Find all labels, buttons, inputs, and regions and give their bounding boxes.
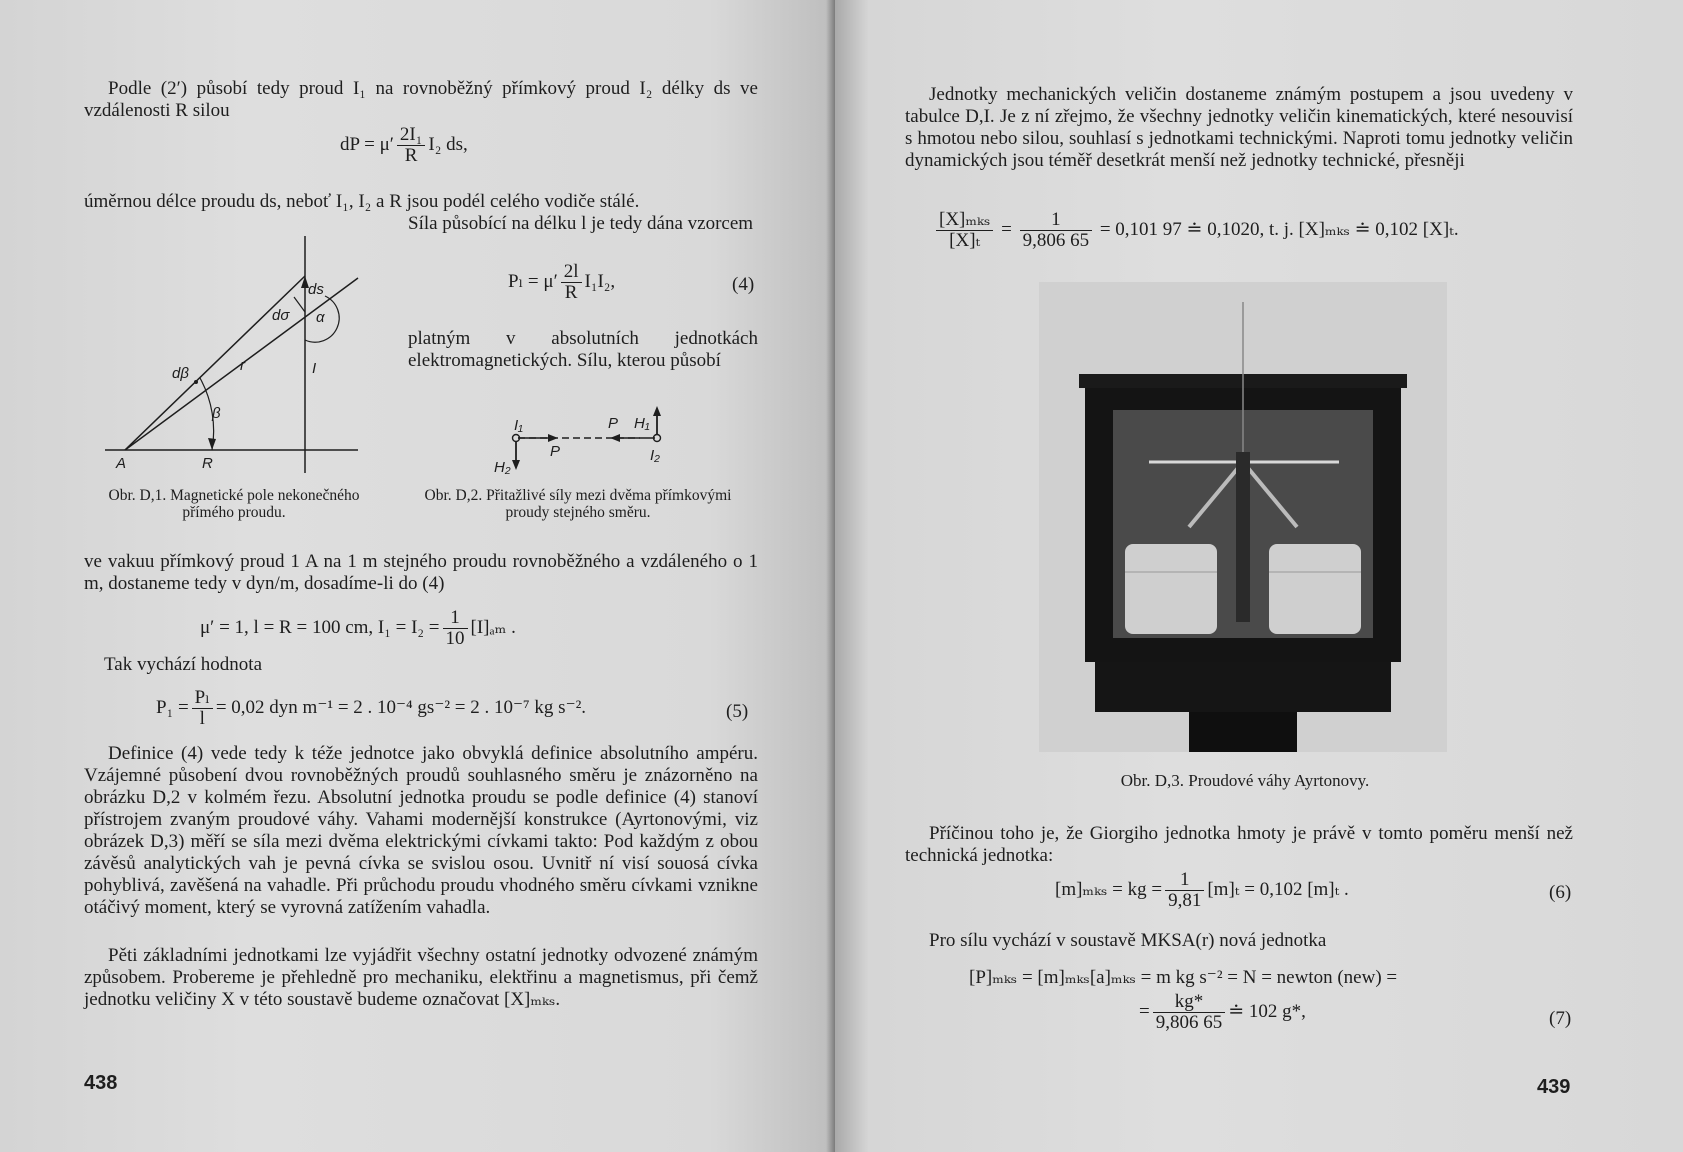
arrow-left-icon — [610, 434, 620, 442]
label-A: A — [116, 455, 127, 472]
arrow-up-icon — [653, 406, 661, 416]
equation-number-7: (7) — [1549, 1008, 1572, 1029]
equation-substitution: μ′ = 1, l = R = 100 cm, I₁ = I₂ = $\frac{1}{10}$ [I]ₐₘ . — [200, 607, 516, 649]
figure-d2-caption: Obr. D,2. Přitažlivé síly mezi dvěma přímkovými proudy stejného směru. — [424, 487, 732, 521]
arrow-down-icon — [208, 438, 216, 450]
arrow-down-icon — [512, 460, 520, 470]
label-P-top: P — [608, 415, 619, 432]
paragraph-force-unit: Pro sílu vychází v soustavě MKSA(r) nová jednotka — [929, 930, 1327, 951]
ray-lower — [125, 276, 305, 450]
label-P-mid: P — [550, 443, 561, 460]
paragraph-mechanical-units: Jednotky mechanických veličin dostaneme známým postupem a jsou uvedeny v tabulce D,I. Je z ní zřejmo, že všechny jednotky veličin kinematických, které nesouvisí s hmotou nebo silou, souhlasí s jednotkami technickými. Naproti tomu jednotky veličin dynamických jsou téměř desetkrát menší než jednotky technické, přesněji — [905, 84, 1573, 171]
figure-d3-photo — [1039, 282, 1447, 752]
paragraph-cause: Příčinou toho je, že Giorgiho jednotka hmoty je právě v tomto poměru menší než technická jednotka: — [905, 823, 1573, 866]
label-r: r — [240, 357, 245, 374]
paragraph-definition: Definice (4) vede tedy k téže jednotce jako obvyklá definice absolutního ampéru. Vzájemné působení dvou rovnoběžných proudů souhlasného směru je znázorněno na obrázku D,2 v kolmém řezu. Absolutní jednotka proudu se podle definice (4) stanoví přístrojem zvaným proudové váhy. Vahami modernější konstrukce (Ayrtonovými, viz obrázek D,3) měří se síla mezi dvěma elektrickými cívkami takto: Pod každým z obou závěsů analytických vah je pevná cívka se svislou osou. Uvnitř ní visí souosá cívka pohyblivá, zavěšená na vahadle. Při průchodu proudu vhodného směru cívkami vznikne otáčivý moment, který se vyrovná zatížením vahadla. — [84, 743, 758, 918]
label-dbeta: dβ — [172, 365, 189, 382]
paragraph-intro: Podle (2′) působí tedy proud I₁ na rovnoběžný přímkový proud I₂ délky ds ve vzdálenosti R silou — [84, 78, 758, 121]
arrow-right-icon — [548, 434, 558, 442]
paragraph-proportional: úměrnou délce proudu ds, neboť I₁, I₂ a R jsou podél celého vodiče stálé. — [84, 191, 640, 212]
page-number-right: 439 — [1537, 1076, 1571, 1098]
paragraph-base-units: Pěti základními jednotkami lze vyjádřit všechny ostatní jednotky odvozené známým způsobem. Probereme je přehledně pro mechaniku, elektřinu a magnetismus, při čemž jednotku veličiny X v této soustavě budeme označovat [X]ₘₖₛ. — [84, 945, 758, 1010]
label-H1: H₁ — [634, 415, 650, 432]
figure-d1-diagram — [100, 228, 370, 478]
label-H2: H₂ — [494, 459, 511, 476]
equation-number-4: (4) — [732, 274, 755, 295]
equation-7-line1: [P]ₘₖₛ = [m]ₘₖₛ[a]ₘₖₛ = m kg s⁻² = N = newton (new) = — [969, 967, 1398, 988]
paragraph-vacuum: ve vakuu přímkový proud 1 A na 1 m stejného proudu rovnoběžného a vzdáleného o 1 m, dostaneme tedy v dyn/m, dosadíme-li do (4) — [84, 551, 758, 594]
stand-pedestal — [1189, 712, 1297, 752]
paragraph-force-on-length: Síla působící na délku l je tedy dána vzorcem — [408, 213, 754, 234]
equation-6: [m]ₘₖₛ = kg = $\frac{1}{9,81}$ [m]ₜ = 0,102 [m]ₜ . — [1055, 869, 1349, 911]
label-alpha: α — [316, 309, 325, 326]
label-beta: β — [212, 405, 221, 422]
label-I1: I₁ — [514, 417, 523, 434]
central-column — [1236, 452, 1250, 622]
fixed-coil-right — [1269, 544, 1361, 634]
label-I: I — [312, 360, 317, 377]
equation-5: P₁ = $\frac{\text{Pₗ}}{l}$ = 0,02 dyn m⁻¹ = 2 . 10⁻⁴ gs⁻² = 2 . 10⁻⁷ kg s⁻². — [156, 687, 587, 729]
perpendicular-mark — [294, 297, 305, 312]
label-R: R — [202, 455, 213, 472]
label-ds: ds — [308, 281, 324, 298]
equation-dP: dP = μ′ $\frac{\text{2I₁}}{R}$ I₂ ds, — [340, 124, 468, 166]
equation-number-6: (6) — [1549, 882, 1572, 903]
label-I2: I₂ — [650, 447, 660, 464]
figure-d2-diagram — [490, 402, 690, 480]
paragraph-absolute-units: platným v absolutních jednotkách elektromagnetických. Sílu, kterou působí — [408, 328, 758, 371]
equation-number-5: (5) — [726, 701, 749, 722]
right-page — [835, 0, 1683, 1152]
paragraph-value: Tak vychází hodnota — [104, 654, 263, 675]
figure-d3-caption: Obr. D,3. Proudové váhy Ayrtonovy. — [1120, 771, 1370, 790]
fixed-coil-left — [1125, 544, 1217, 634]
label-dsigma: dσ — [272, 307, 290, 324]
left-page — [0, 0, 835, 1152]
equation-ratio: $\frac{\text{[X]ₘₖₛ}}{\text{[X]ₜ}}$ = $\frac{1}{9,806 65}$ = 0,101 97 ≐ 0,1020, t. j. [X]ₘₖₛ ≐ 0,102 [X]ₜ. — [933, 210, 1459, 251]
equation-7-line2: = $\frac{kg*}{9,806 65}$ ≐ 102 g*, — [1139, 991, 1306, 1033]
figure-d1-caption: Obr. D,1. Magnetické pole nekonečného přímého proudu. — [108, 487, 360, 521]
stand-base — [1095, 662, 1391, 712]
page-number-left: 438 — [84, 1072, 118, 1094]
point-dbeta — [194, 380, 198, 384]
equation-4: Pₗ = μ′ $\frac{2l}{R}$ I₁I₂, — [508, 261, 616, 303]
